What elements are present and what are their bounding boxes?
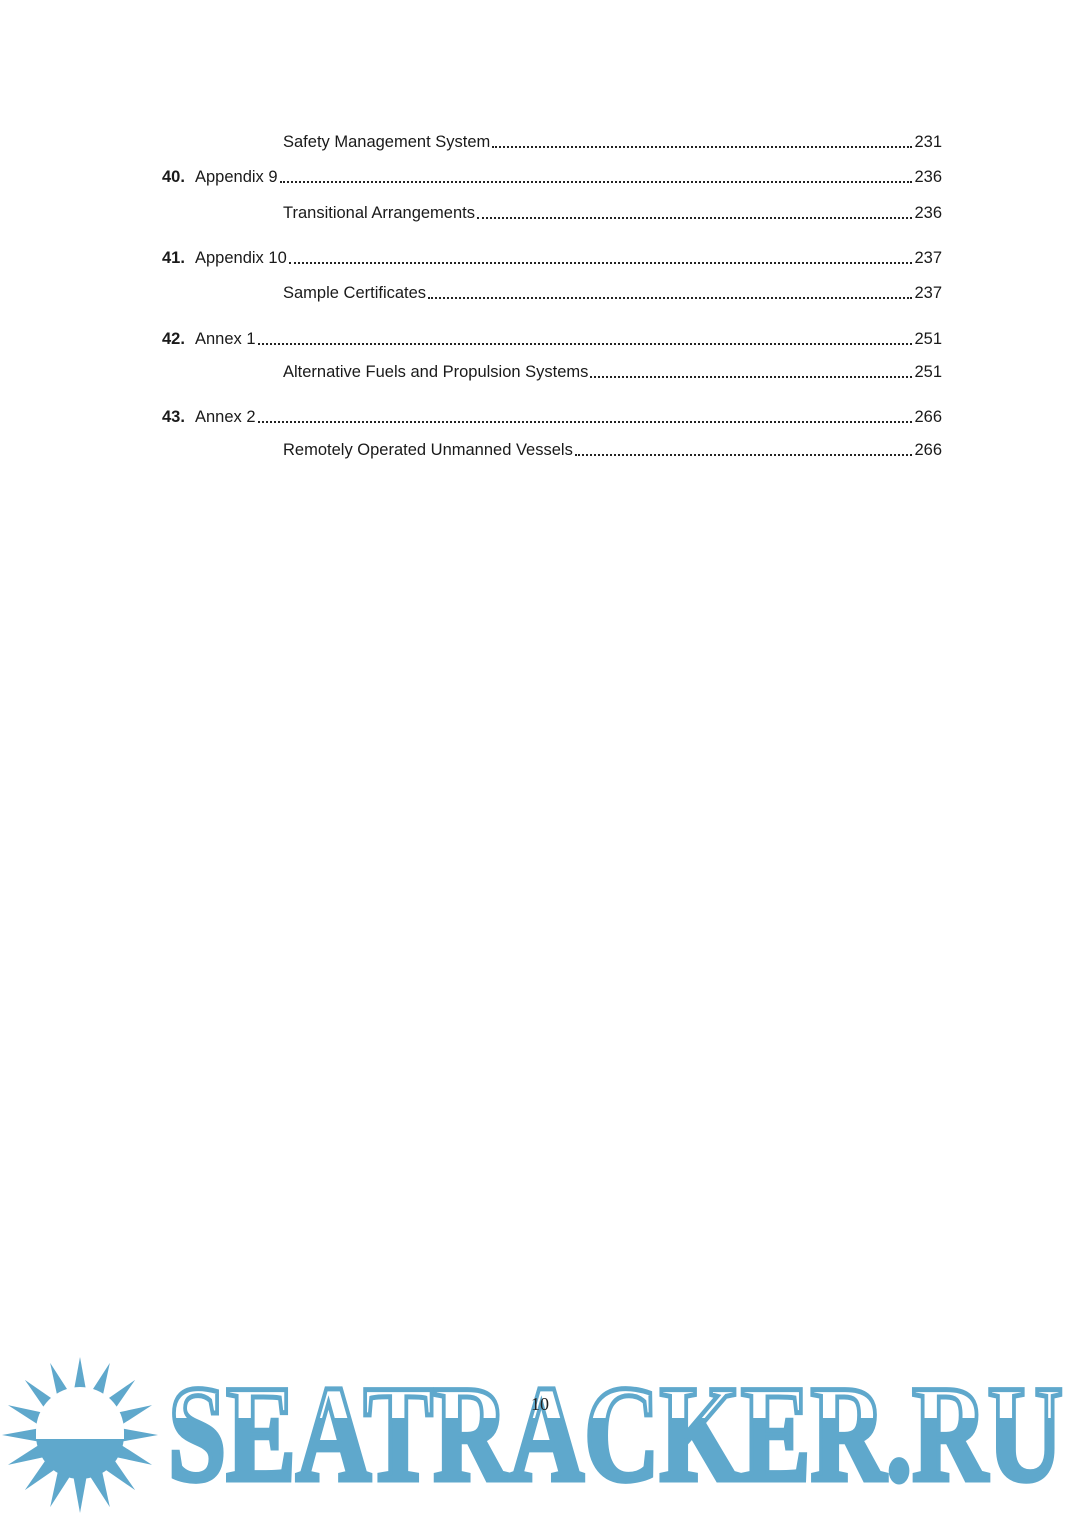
leader-dots xyxy=(280,181,913,183)
toc-title: Safety Management System xyxy=(283,133,491,151)
toc-title: Transitional Arrangements xyxy=(283,204,475,222)
toc-entry[interactable] xyxy=(0,201,1080,225)
toc-page: 251 xyxy=(914,363,942,381)
toc-title: Annex 1 xyxy=(195,330,256,348)
toc-entry[interactable] xyxy=(0,438,1080,462)
toc-page: 237 xyxy=(914,284,942,302)
toc-page: 231 xyxy=(914,133,942,151)
watermark-text: SEATRACKER.RU xyxy=(168,1372,1063,1492)
toc-number: 40. xyxy=(162,168,185,186)
toc-title: Appendix 9 xyxy=(195,168,278,186)
leader-dots xyxy=(590,376,912,378)
leader-dots xyxy=(477,217,912,219)
toc-page: 251 xyxy=(914,330,942,348)
toc-page: 236 xyxy=(914,168,942,186)
toc-title: Sample Certificates xyxy=(283,284,427,302)
leader-dots xyxy=(289,262,913,264)
toc-page: 236 xyxy=(914,204,942,222)
toc-title: Remotely Operated Unmanned Vessels xyxy=(283,441,573,459)
toc-entry[interactable] xyxy=(0,327,1080,351)
toc-entry[interactable] xyxy=(0,246,1080,270)
leader-dots xyxy=(258,421,913,423)
toc-page: 266 xyxy=(914,441,942,459)
leader-dots xyxy=(428,297,912,299)
toc-page: 266 xyxy=(914,408,942,426)
toc-number: 42. xyxy=(162,330,185,348)
leader-dots xyxy=(492,146,912,148)
watermark-logo xyxy=(168,1372,1068,1492)
toc-title: Appendix 10 xyxy=(195,249,287,267)
toc-title: Alternative Fuels and Propulsion Systems xyxy=(283,363,589,381)
sun-ray xyxy=(73,1474,87,1513)
toc-entry[interactable] xyxy=(0,165,1080,189)
leader-dots xyxy=(258,343,913,345)
page-number: 10 xyxy=(531,1394,549,1414)
toc-entry[interactable] xyxy=(0,130,1080,154)
toc-entry[interactable] xyxy=(0,360,1080,384)
toc-entry[interactable] xyxy=(0,405,1080,429)
toc-number: 43. xyxy=(162,408,185,426)
sun-icon xyxy=(0,1355,160,1515)
toc-title: Annex 2 xyxy=(195,408,256,426)
toc-number: 41. xyxy=(162,249,185,267)
leader-dots xyxy=(575,454,913,456)
toc-entry[interactable] xyxy=(0,281,1080,305)
toc-page: 237 xyxy=(914,249,942,267)
sun-ray xyxy=(119,1428,158,1442)
sun-ray xyxy=(2,1428,41,1442)
